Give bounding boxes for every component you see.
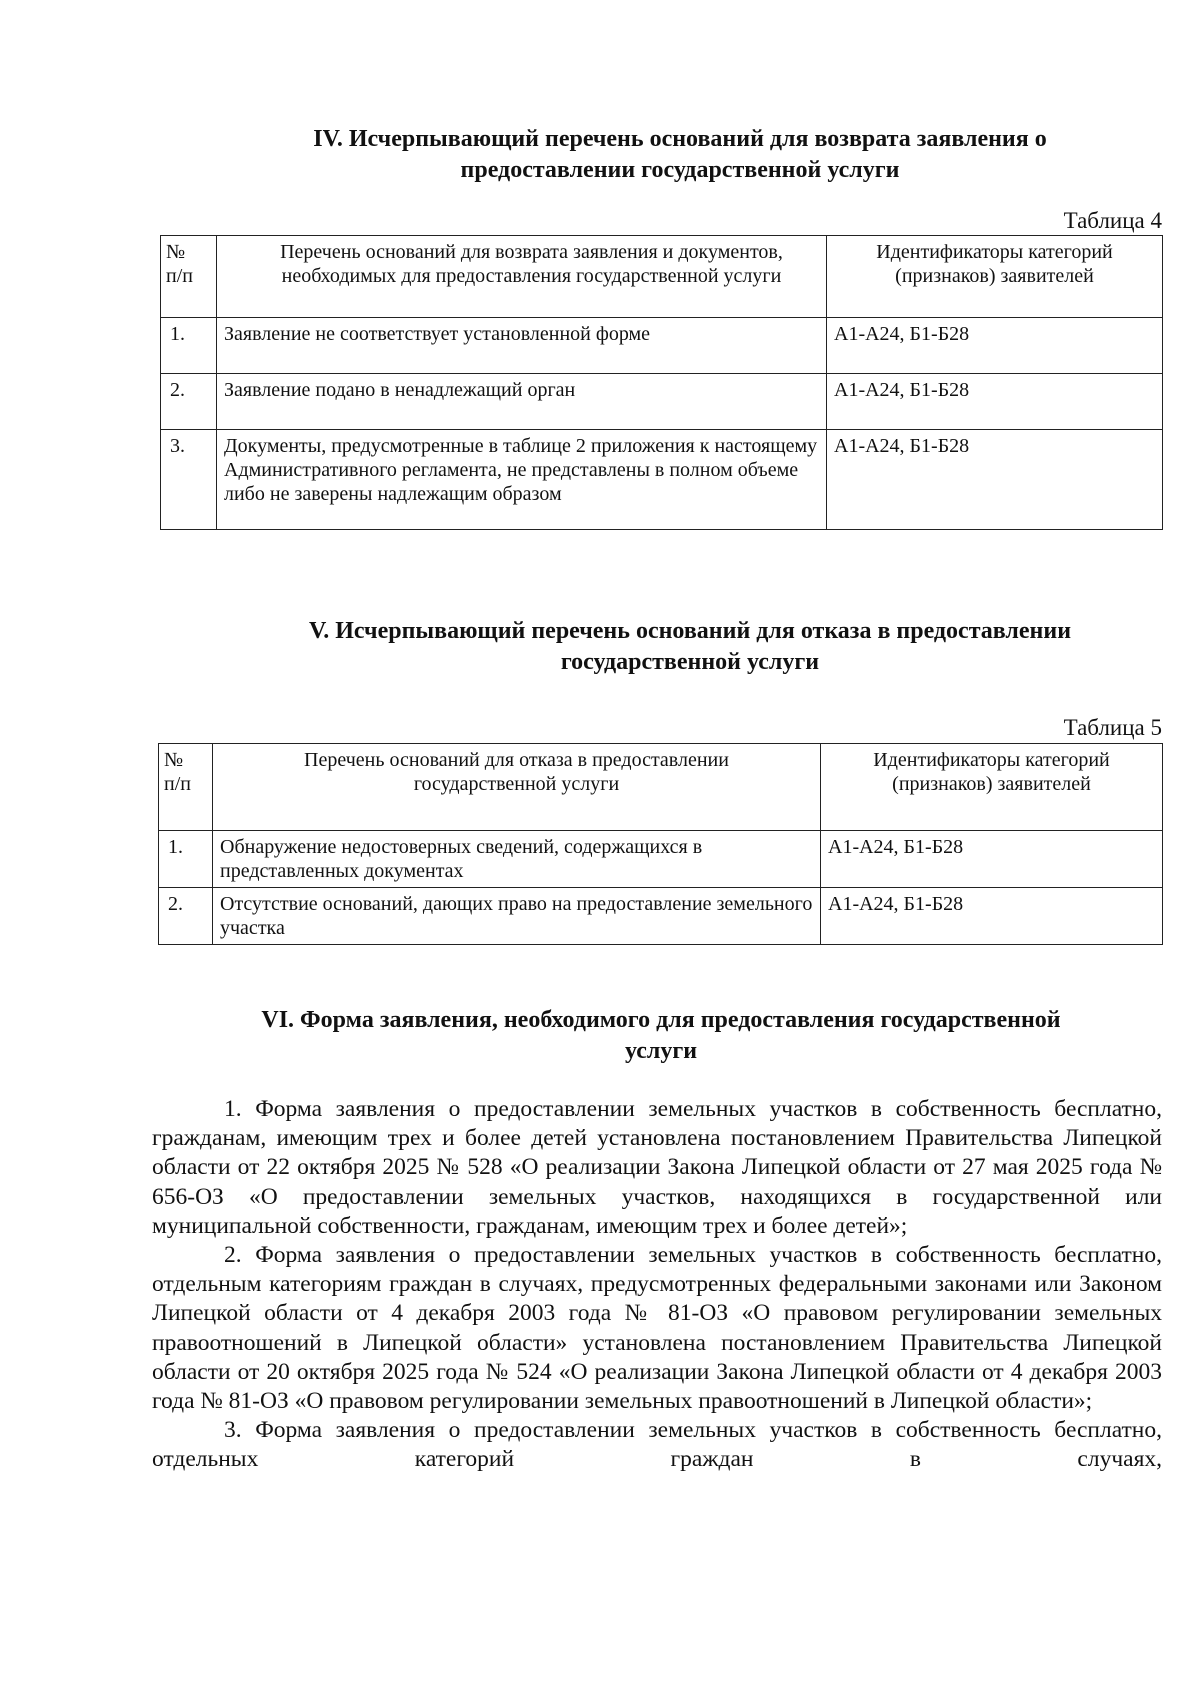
table-5-header-row [159, 744, 1163, 831]
table-4-header-ids: Идентификаторы категорий (признаков) заявителей [827, 236, 1163, 318]
table-4-header-reason: Перечень оснований для возврата заявления и документов, необходимых для предоставления государственной услуги [217, 236, 827, 318]
table-4-row-2-reason: Заявление подано в ненадлежащий орган [217, 374, 827, 430]
table-row [159, 888, 1163, 945]
section-5-heading-line2: государственной услуги [560, 649, 820, 675]
table-5-row-1-reason: Обнаружение недостоверных сведений, содержащихся в представленных документах [213, 831, 821, 888]
table-5-caption: Таблица 5 [1063, 715, 1162, 740]
section-6-heading-line2: услуги [624, 1038, 698, 1064]
table-5-header-ids: Идентификаторы категорий (признаков) заявителей [821, 744, 1163, 831]
section-6-body [152, 1095, 1162, 1475]
section-4-heading-line2: предоставлении государственной услуги [460, 157, 900, 183]
section-5-heading [200, 616, 1180, 678]
num-sign: № [166, 241, 186, 263]
table-4-row-1-reason: Заявление не соответствует установленной форме [217, 318, 827, 374]
section-6-heading [160, 1005, 1162, 1067]
num-abbrev: п/п [164, 773, 191, 795]
section-4-heading [200, 124, 1160, 186]
table-5-row-2-num: 2. [159, 888, 213, 945]
num-abbrev: п/п [166, 265, 193, 287]
table-5-row-1-ids: А1-А24, Б1-Б28 [821, 831, 1163, 888]
table-4-header-row [161, 236, 1163, 318]
table-row [161, 430, 1163, 530]
table-4-row-1-ids: А1-А24, Б1-Б28 [827, 318, 1163, 374]
table-5-header-reason: Перечень оснований для отказа в предоставлении государственной услуги [213, 744, 821, 831]
paragraph-1: 1. Форма заявления о предоставлении земельных участков в собственность бесплатно, гражданам, имеющим трех и более детей установлена постановлением Правительства Липецкой области от 22 октября 2025 № 528 «О реализации Закона Липецкой области от 27 мая 2025 года № 656-ОЗ «О предоставлении земельных участков, находящихся в государственной или муниципальной собственности, гражданам, имеющим трех и более детей»; [152, 1096, 1162, 1239]
table-4-row-1-num: 1. [161, 318, 217, 374]
table-5-row-2-reason: Отсутствие оснований, дающих право на предоставление земельного участка [213, 888, 821, 945]
table-row [161, 374, 1163, 430]
table-4-row-2-ids: А1-А24, Б1-Б28 [827, 374, 1163, 430]
section-4-heading-line1: IV. Исчерпывающий перечень оснований для возврата заявления о [313, 126, 1047, 152]
table-4 [160, 235, 1163, 530]
table-row [161, 318, 1163, 374]
section-6-heading-line1: VI. Форма заявления, необходимого для предоставления государственной [261, 1007, 1061, 1033]
num-sign: № [164, 749, 184, 771]
paragraph-3: 3. Форма заявления о предоставлении земельных участков в собственность бесплатно, отдельных категорий граждан в случаях, [152, 1417, 1162, 1473]
table-4-caption: Таблица 4 [1063, 208, 1162, 233]
table-5-header-num [159, 744, 213, 831]
table-4-header-num [161, 236, 217, 318]
section-5-heading-line1: V. Исчерпывающий перечень оснований для отказа в предоставлении [308, 618, 1072, 644]
table-5 [158, 743, 1163, 945]
table-row [159, 831, 1163, 888]
table-4-row-3-num: 3. [161, 430, 217, 530]
table-5-row-1-num: 1. [159, 831, 213, 888]
paragraph-2: 2. Форма заявления о предоставлении земельных участков в собственность бесплатно, отдельным категориям граждан в случаях, предусмотренных федеральными законами или Законом Липецкой области от 4 декабря 2003 года № 81-ОЗ «О правовом регулировании земельных правоотношений в Липецкой области» установлена постановлением Правительства Липецкой области от 20 октября 2025 года № 524 «О реализации Закона Липецкой области от 4 декабря 2003 года № 81-ОЗ «О правовом регулировании земельных правоотношений в Липецкой области»; [152, 1242, 1162, 1415]
table-4-row-3-reason: Документы, предусмотренные в таблице 2 приложения к настоящему Административного регламента, не представлены в полном объеме либо не заверены надлежащим образом [217, 430, 827, 530]
table-4-row-3-ids: А1-А24, Б1-Б28 [827, 430, 1163, 530]
table-4-row-2-num: 2. [161, 374, 217, 430]
table-5-row-2-ids: А1-А24, Б1-Б28 [821, 888, 1163, 945]
